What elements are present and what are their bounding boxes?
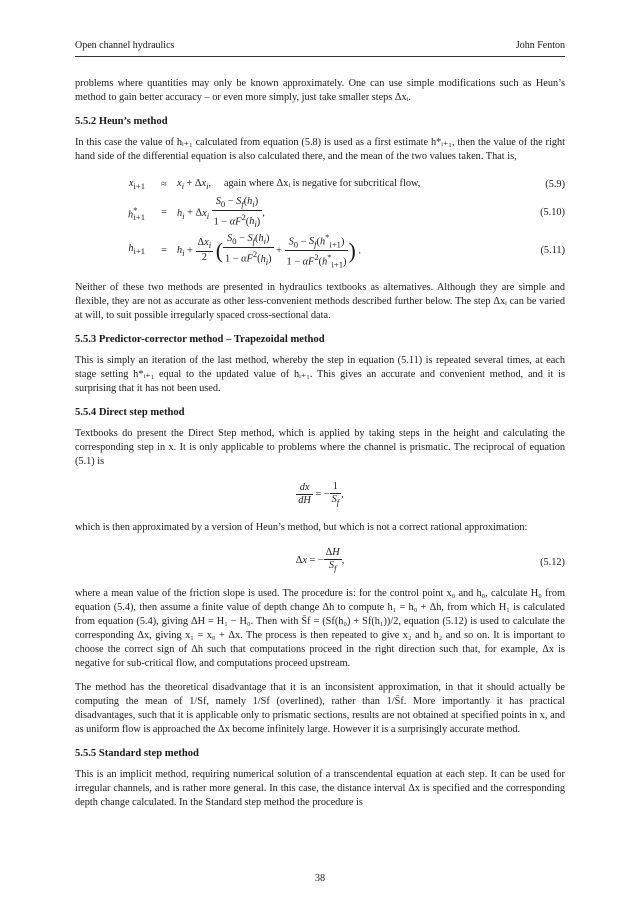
page-number: 38 xyxy=(314,873,326,884)
equations-5-9-to-5-11 xyxy=(75,174,565,271)
section-5-5-4-paragraph-4: The method has the theoretical disadvantage that it is an inconsistent approximation, in that it should actually be computing the mean of 1/Sf, namely 1/Sf (overlined), rather than 1/S̄f. More importantly it has practical disadvantages, such that it is applicable only to prismatic sections, results are not obtained at specified points in x, and as uniform flow is approached the Δx become infinitely large. However it is a surprisingly accurate method. xyxy=(75,681,565,735)
section-5-5-2-title: 5.5.2 Heun’s method xyxy=(75,116,168,127)
intro-paragraph: problems where quantities may only be known approximately. One can use simple modifications such as Heun’s method to gain better accuracy – or even more simply, just take smaller steps Δxᵢ. xyxy=(75,78,565,103)
equation-5-9: $x_{i+1}$ ≈ $x_i + \Delta x_i$, again where Δxᵢ is negative for subcritical flow, (5.9) xyxy=(75,174,565,196)
running-header xyxy=(75,40,565,54)
section-5-5-4-title: 5.5.4 Direct step method xyxy=(75,406,185,418)
header-rule xyxy=(75,56,565,57)
equation-5-11-number: (5.11) xyxy=(540,244,565,256)
equation-5-10: $h^*_{i+1}$ = $h_i + \Delta x_i$ $\frac{S_0 - S_f(h_i)}{1 - \alpha F^2(h_i)}$ , (5.10) xyxy=(128,196,565,230)
header-left: Open channel hydraulics xyxy=(75,40,175,51)
section-5-5-3-paragraph-1: This is simply an iteration of the last method, whereby the step in equation (5.11) is repeated several times, at each stage setting h*ᵢ₊₁ equal to the updated value of hᵢ₊₁. This gives an accurate and convenient method, and it is surprising that it has not been used. xyxy=(75,354,565,394)
section-5-5-3-title: 5.5.3 Predictor-corrector method – Trapezoidal method xyxy=(75,333,325,345)
section-5-5-5-paragraph-1: This is an implicit method, requiring numerical solution of a transcendental equation at each step. It can be used for irregular channels, and is rather more general. In this case, the distance interval Δx is specified and the corresponding depth change calculated. In the Standard step method the procedure is xyxy=(75,768,565,808)
equation-5-12-number: (5.12) xyxy=(540,556,565,568)
equation-5-12: Δx = − $\frac{\Delta H}{\overline{S}_f}$ , (5.12) xyxy=(295,546,565,573)
section-5-5-4-paragraph-3: where a mean value of the friction slope is used. The procedure is: for the control point x₀ and h₀, calculate H₀ from equation (5.4), then assume a finite value of depth change Δh to compute h₁ = h₀ + Δh, from which H₁ is calculated from equation (5.4), giving ΔH = H₁ − H₀. Then with S̄f = (Sf(h₀) + Sf(h₁))/2, equation (5.12) is used to calculate the corresponding Δx, giving x₁ = x₀ + Δx. The process is then repeated to give x₂ and h₂ and so on. It is important to choose the correct sign of Δh such that computations proceed in the right direction such that, for example, Δx is negative for sub-critical flow, and computations proceed upstream. xyxy=(75,587,565,669)
equation-5-11: $h_{i+1}$ = $h_i$ + $\frac{\Delta x_i}{2}$ ( $\frac{S_0 - S_f(h_i)}{1 - \alpha F^2(h_i)}$ + $\frac{S_0 - S_f(h^*_{i+1})}{1 - \alpha F^2(h^*_{i+1})}$ ) . (5.11) xyxy=(128,231,565,270)
section-5-5-4-paragraph-1: Textbooks do present the Direct Step method, which is applied by taking steps in the height and calculating the corresponding step in x. It is only applicable to problems where the channel is prismatic. The reciprocal of equation (5.1) is xyxy=(75,427,565,467)
section-5-5-4-paragraph-2: which is then approximated by a version of Heun’s method, but which is not a correct rational approximation: xyxy=(75,521,528,533)
equation-5-10-number: (5.10) xyxy=(540,207,565,219)
section-5-5-2-paragraph-2: Neither of these two methods are presented in hydraulics textbooks as alternatives. Although they are simple and flexible, they are not as accurate as other less-convenient methods described further below. The step Δxᵢ can be varied at will, to suit possible irregularly spaced cross-sectional data. xyxy=(75,281,565,321)
section-5-5-5-title: 5.5.5 Standard step method xyxy=(75,747,199,759)
section-5-5-2-paragraph-1: In this case the value of hᵢ₊₁ calculated from equation (5.8) is used as a first estimate h*ᵢ₊₁, then the value of the right hand side of the differential equation is also calculated there, and the mean of the two values taken. That is, xyxy=(75,137,565,162)
header-right: John Fenton xyxy=(515,40,565,51)
equation-5-9-note: again where Δxᵢ is negative for subcritical flow, xyxy=(223,177,421,189)
reciprocal-equation: $\frac{dx}{dH}$ = − $\frac{1}{S_f}$ , xyxy=(298,480,344,507)
equation-5-9-number: (5.9) xyxy=(545,179,565,190)
page-body xyxy=(75,77,565,820)
page xyxy=(75,40,565,890)
